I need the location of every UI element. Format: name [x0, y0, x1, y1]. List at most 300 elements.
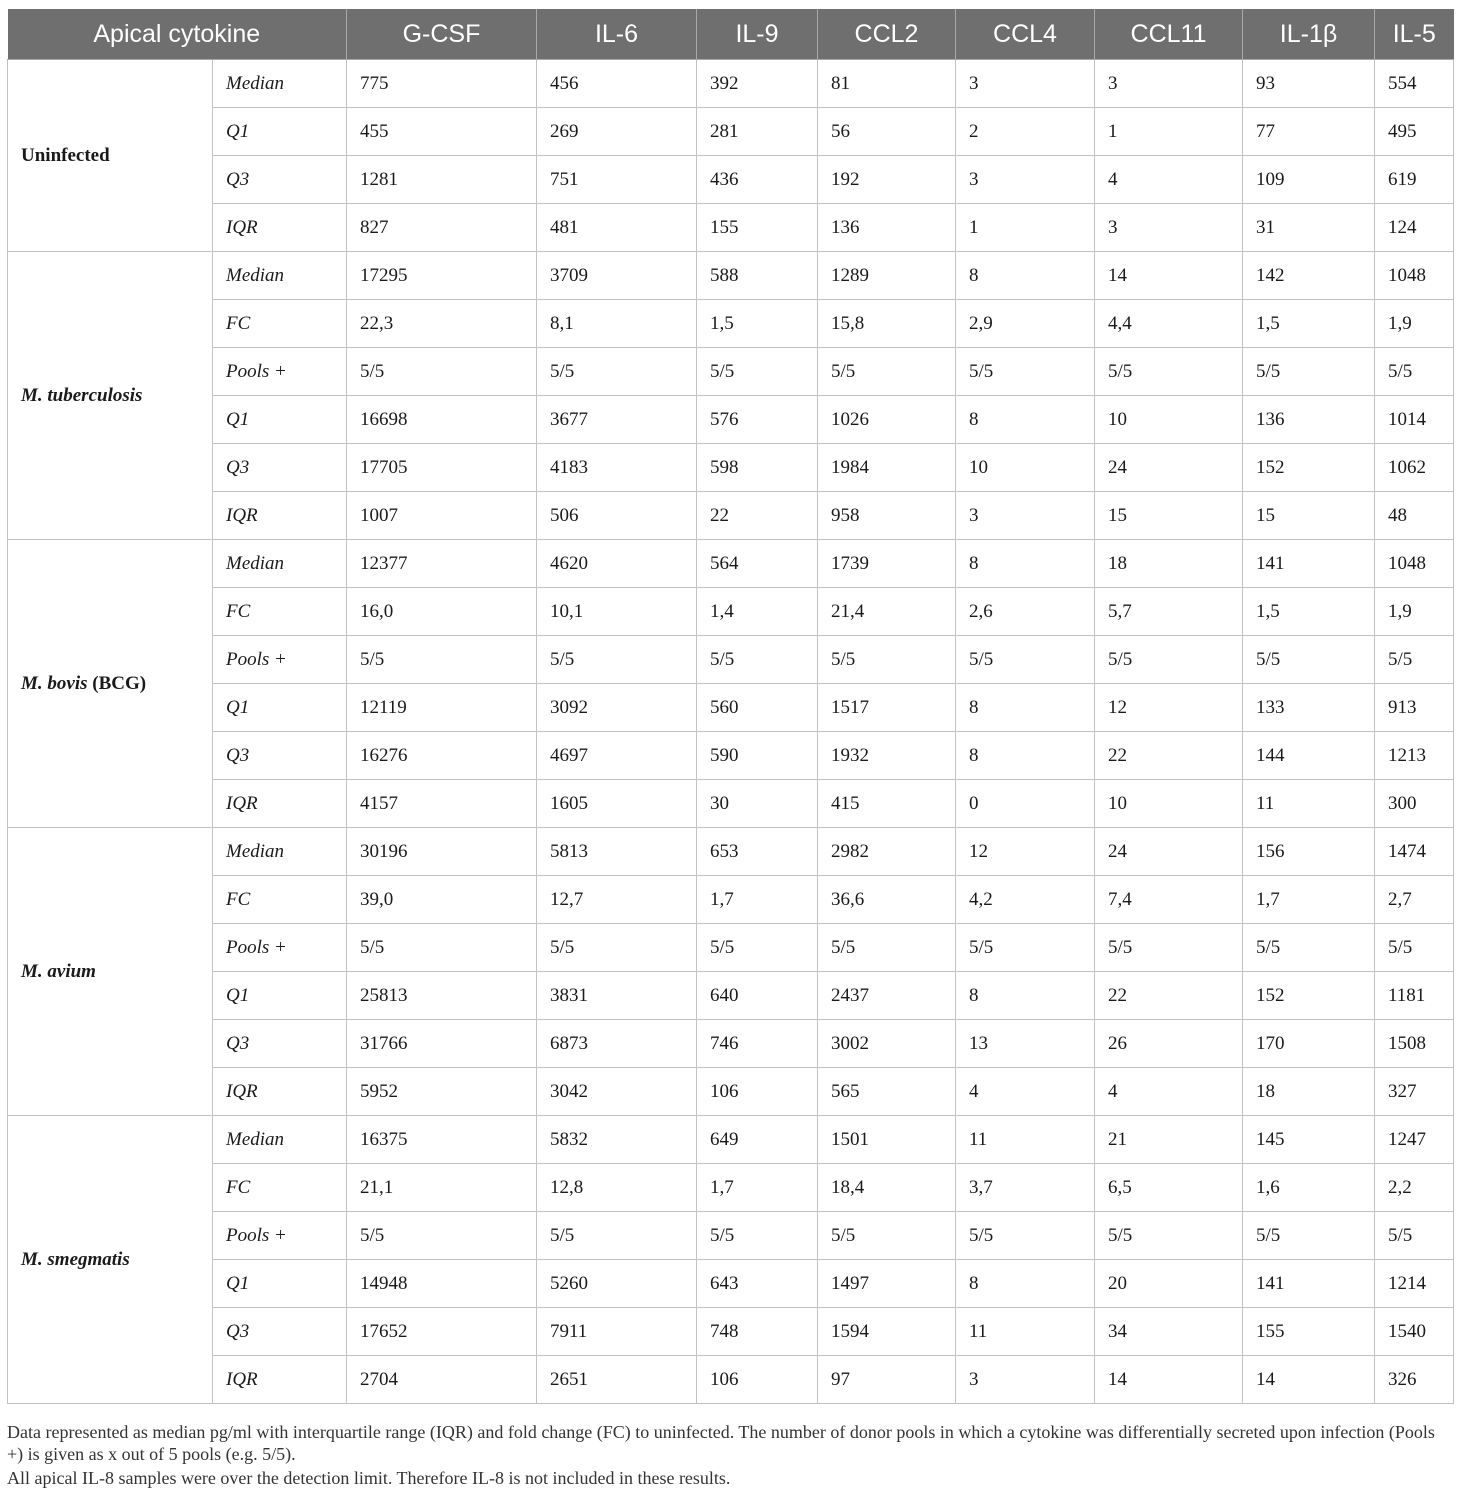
- table-cell: 455: [347, 108, 537, 156]
- table-cell: 5/5: [1243, 636, 1375, 684]
- column-header: CCL11: [1095, 9, 1243, 60]
- table-cell: 588: [697, 252, 818, 300]
- table-cell: 12: [956, 828, 1095, 876]
- table-cell: 1517: [818, 684, 956, 732]
- table-cell: 3677: [537, 396, 697, 444]
- table-cell: 327: [1375, 1068, 1454, 1116]
- table-cell: 8: [956, 732, 1095, 780]
- table-cell: 1289: [818, 252, 956, 300]
- table-cell: 746: [697, 1020, 818, 1068]
- table-cell: 5/5: [818, 1212, 956, 1260]
- table-cell: 141: [1243, 540, 1375, 588]
- table-cell: 1,5: [1243, 588, 1375, 636]
- table-cell: 11: [956, 1308, 1095, 1356]
- table-cell: 1062: [1375, 444, 1454, 492]
- table-cell: 7911: [537, 1308, 697, 1356]
- table-cell: 913: [1375, 684, 1454, 732]
- table-cell: 1984: [818, 444, 956, 492]
- table-cell: 8: [956, 972, 1095, 1020]
- table-row: [8, 156, 1454, 204]
- table-cell: 20: [1095, 1260, 1243, 1308]
- table-cell: 5/5: [1243, 348, 1375, 396]
- table-cell: 958: [818, 492, 956, 540]
- table-cell: 1048: [1375, 540, 1454, 588]
- table-cell: 3831: [537, 972, 697, 1020]
- table-cell: 17652: [347, 1308, 537, 1356]
- table-cell: 643: [697, 1260, 818, 1308]
- table-cell: 106: [697, 1356, 818, 1404]
- table-cell: 3: [1095, 204, 1243, 252]
- column-header: IL-9: [697, 9, 818, 60]
- table-cell: 1007: [347, 492, 537, 540]
- table-cell: 10: [1095, 780, 1243, 828]
- table-cell: 4: [1095, 156, 1243, 204]
- table-cell: 5/5: [956, 1212, 1095, 1260]
- table-cell: 590: [697, 732, 818, 780]
- table-cell: 1,7: [697, 876, 818, 924]
- table-cell: 5/5: [347, 348, 537, 396]
- table-cell: 81: [818, 60, 956, 108]
- table-cell: 1501: [818, 1116, 956, 1164]
- table-cell: 156: [1243, 828, 1375, 876]
- table-row: [8, 828, 1454, 876]
- table-cell: 24: [1095, 444, 1243, 492]
- stat-label: Median: [213, 252, 347, 300]
- table-cell: 4,4: [1095, 300, 1243, 348]
- table-cell: 392: [697, 60, 818, 108]
- stat-label: Pools +: [213, 924, 347, 972]
- table-cell: 124: [1375, 204, 1454, 252]
- table-cell: 5/5: [1243, 1212, 1375, 1260]
- table-cell: 1,9: [1375, 300, 1454, 348]
- table-cell: 4157: [347, 780, 537, 828]
- table-cell: 12119: [347, 684, 537, 732]
- table-row: [8, 492, 1454, 540]
- table-row: [8, 1164, 1454, 1212]
- table-cell: 2651: [537, 1356, 697, 1404]
- table-cell: 1,4: [697, 588, 818, 636]
- table-row: [8, 1212, 1454, 1260]
- table-row: [8, 60, 1454, 108]
- group-label-species: M. tuberculosis: [21, 384, 143, 406]
- table-cell: 5832: [537, 1116, 697, 1164]
- table-cell: 1932: [818, 732, 956, 780]
- table-cell: 506: [537, 492, 697, 540]
- table-cell: 8: [956, 396, 1095, 444]
- table-cell: 25813: [347, 972, 537, 1020]
- table-cell: 8: [956, 684, 1095, 732]
- table-cell: 576: [697, 396, 818, 444]
- table-cell: 170: [1243, 1020, 1375, 1068]
- table-cell: 22: [697, 492, 818, 540]
- table-cell: 22: [1095, 972, 1243, 1020]
- table-cell: 106: [697, 1068, 818, 1116]
- table-cell: 3: [956, 492, 1095, 540]
- table-cell: 18: [1243, 1068, 1375, 1116]
- stat-label: Pools +: [213, 348, 347, 396]
- table-row: [8, 204, 1454, 252]
- table-cell: 16,0: [347, 588, 537, 636]
- table-cell: 145: [1243, 1116, 1375, 1164]
- table-cell: 1281: [347, 156, 537, 204]
- table-cell: 152: [1243, 444, 1375, 492]
- stat-label: FC: [213, 876, 347, 924]
- table-cell: 39,0: [347, 876, 537, 924]
- table-row: [8, 780, 1454, 828]
- table-cell: 1,9: [1375, 588, 1454, 636]
- table-cell: 456: [537, 60, 697, 108]
- table-cell: 5/5: [347, 924, 537, 972]
- stat-label: Q3: [213, 732, 347, 780]
- table-cell: 1213: [1375, 732, 1454, 780]
- table-cell: 1605: [537, 780, 697, 828]
- table-cell: 281: [697, 108, 818, 156]
- group-label: Uninfected: [8, 60, 213, 252]
- table-cell: 2: [956, 108, 1095, 156]
- table-cell: 1,7: [1243, 876, 1375, 924]
- table-cell: 1594: [818, 1308, 956, 1356]
- table-cell: 142: [1243, 252, 1375, 300]
- table-cell: 5952: [347, 1068, 537, 1116]
- stat-label: Q3: [213, 444, 347, 492]
- table-cell: 1: [1095, 108, 1243, 156]
- table-cell: 136: [1243, 396, 1375, 444]
- table-cell: 560: [697, 684, 818, 732]
- table-cell: 5/5: [697, 348, 818, 396]
- table-cell: 827: [347, 204, 537, 252]
- table-cell: 269: [537, 108, 697, 156]
- table-cell: 5/5: [697, 636, 818, 684]
- table-row: [8, 444, 1454, 492]
- table-cell: 775: [347, 60, 537, 108]
- table-cell: 5/5: [537, 1212, 697, 1260]
- table-cell: 3,7: [956, 1164, 1095, 1212]
- table-cell: 5/5: [818, 636, 956, 684]
- table-cell: 5/5: [537, 636, 697, 684]
- table-cell: 1508: [1375, 1020, 1454, 1068]
- table-cell: 5/5: [347, 1212, 537, 1260]
- table-cell: 5/5: [956, 924, 1095, 972]
- table-cell: 8: [956, 1260, 1095, 1308]
- table-cell: 152: [1243, 972, 1375, 1020]
- table-cell: 1,6: [1243, 1164, 1375, 1212]
- stat-label: Median: [213, 1116, 347, 1164]
- table-cell: 598: [697, 444, 818, 492]
- stat-label: Q3: [213, 1020, 347, 1068]
- table-cell: 1,7: [697, 1164, 818, 1212]
- table-cell: 3: [956, 156, 1095, 204]
- table-cell: 326: [1375, 1356, 1454, 1404]
- group-label-species: M. smegmatis: [21, 1248, 130, 1270]
- table-cell: 8: [956, 252, 1095, 300]
- table-cell: 109: [1243, 156, 1375, 204]
- table-cell: 192: [818, 156, 956, 204]
- group-label: [8, 252, 213, 540]
- table-cell: 3002: [818, 1020, 956, 1068]
- stat-label: IQR: [213, 1068, 347, 1116]
- table-row: [8, 588, 1454, 636]
- table-cell: 649: [697, 1116, 818, 1164]
- table-cell: 4: [956, 1068, 1095, 1116]
- table-cell: 3: [956, 60, 1095, 108]
- table-row: [8, 924, 1454, 972]
- table-cell: 16698: [347, 396, 537, 444]
- table-cell: 5/5: [1095, 348, 1243, 396]
- table-cell: 2,9: [956, 300, 1095, 348]
- table-row: [8, 972, 1454, 1020]
- table-cell: 619: [1375, 156, 1454, 204]
- stat-label: Q3: [213, 156, 347, 204]
- table-row: [8, 1020, 1454, 1068]
- table-cell: 21,4: [818, 588, 956, 636]
- table-cell: 1,5: [1243, 300, 1375, 348]
- table-cell: 5/5: [1095, 1212, 1243, 1260]
- table-cell: 133: [1243, 684, 1375, 732]
- table-cell: 26: [1095, 1020, 1243, 1068]
- table-cell: 18: [1095, 540, 1243, 588]
- table-cell: 30196: [347, 828, 537, 876]
- table-cell: 97: [818, 1356, 956, 1404]
- table-cell: 5/5: [1375, 348, 1454, 396]
- table-cell: 3042: [537, 1068, 697, 1116]
- stat-label: FC: [213, 588, 347, 636]
- table-row: [8, 300, 1454, 348]
- group-label: [8, 1116, 213, 1404]
- table-cell: 10: [1095, 396, 1243, 444]
- stat-label: Q3: [213, 1308, 347, 1356]
- column-header: G-CSF: [347, 9, 537, 60]
- table-row: [8, 396, 1454, 444]
- stat-label: Pools +: [213, 636, 347, 684]
- table-cell: 22,3: [347, 300, 537, 348]
- column-header: IL-6: [537, 9, 697, 60]
- table-cell: 14: [1095, 1356, 1243, 1404]
- table-cell: 2982: [818, 828, 956, 876]
- column-header: CCL4: [956, 9, 1095, 60]
- table-cell: 5/5: [697, 1212, 818, 1260]
- table-cell: 5/5: [1375, 636, 1454, 684]
- table-row: [8, 540, 1454, 588]
- table-row: [8, 252, 1454, 300]
- table-cell: 8: [956, 540, 1095, 588]
- table-cell: 748: [697, 1308, 818, 1356]
- table-cell: 4,2: [956, 876, 1095, 924]
- table-cell: 5/5: [1095, 924, 1243, 972]
- stat-label: Q1: [213, 972, 347, 1020]
- table-cell: 12377: [347, 540, 537, 588]
- table-cell: 1214: [1375, 1260, 1454, 1308]
- stat-label: IQR: [213, 204, 347, 252]
- table-row: [8, 1308, 1454, 1356]
- stat-label: FC: [213, 1164, 347, 1212]
- table-cell: 155: [1243, 1308, 1375, 1356]
- stat-label: IQR: [213, 492, 347, 540]
- cytokine-table: [7, 9, 1454, 1404]
- table-cell: 11: [1243, 780, 1375, 828]
- table-cell: 1026: [818, 396, 956, 444]
- table-cell: 565: [818, 1068, 956, 1116]
- table-cell: 15: [1095, 492, 1243, 540]
- table-row: [8, 636, 1454, 684]
- table-cell: 2,2: [1375, 1164, 1454, 1212]
- table-cell: 5/5: [697, 924, 818, 972]
- table-cell: 5/5: [956, 636, 1095, 684]
- table-row: [8, 1116, 1454, 1164]
- table-cell: 8,1: [537, 300, 697, 348]
- table-cell: 5/5: [1095, 636, 1243, 684]
- table-cell: 554: [1375, 60, 1454, 108]
- stat-label: Median: [213, 60, 347, 108]
- table-cell: 495: [1375, 108, 1454, 156]
- table-cell: 34: [1095, 1308, 1243, 1356]
- table-cell: 15,8: [818, 300, 956, 348]
- table-cell: 5813: [537, 828, 697, 876]
- table-cell: 77: [1243, 108, 1375, 156]
- table-cell: 6873: [537, 1020, 697, 1068]
- stat-label: Median: [213, 540, 347, 588]
- table-cell: 2437: [818, 972, 956, 1020]
- table-row: [8, 684, 1454, 732]
- table-cell: 5/5: [1243, 924, 1375, 972]
- stat-label: FC: [213, 300, 347, 348]
- table-cell: 5/5: [347, 636, 537, 684]
- table-cell: 5,7: [1095, 588, 1243, 636]
- table-cell: 17295: [347, 252, 537, 300]
- table-cell: 2,6: [956, 588, 1095, 636]
- header-row: [8, 9, 1454, 60]
- table-cell: 17705: [347, 444, 537, 492]
- table-cell: 1474: [1375, 828, 1454, 876]
- table-cell: 136: [818, 204, 956, 252]
- table-cell: 3709: [537, 252, 697, 300]
- group-label: M. bovis (BCG): [8, 540, 213, 828]
- table-cell: 10: [956, 444, 1095, 492]
- table-cell: 300: [1375, 780, 1454, 828]
- group-label-species: M. bovis: [21, 672, 88, 694]
- table-cell: 1,5: [697, 300, 818, 348]
- table-cell: 5/5: [818, 924, 956, 972]
- table-cell: 24: [1095, 828, 1243, 876]
- table-cell: 12: [1095, 684, 1243, 732]
- group-label: [8, 828, 213, 1116]
- table-row: [8, 1068, 1454, 1116]
- table-cell: 11: [956, 1116, 1095, 1164]
- table-row: [8, 1260, 1454, 1308]
- stat-label: IQR: [213, 780, 347, 828]
- table-cell: 2,7: [1375, 876, 1454, 924]
- table-row: [8, 732, 1454, 780]
- table-cell: 4: [1095, 1068, 1243, 1116]
- table-row: [8, 1356, 1454, 1404]
- table-cell: 144: [1243, 732, 1375, 780]
- table-cell: 1739: [818, 540, 956, 588]
- column-header: CCL2: [818, 9, 956, 60]
- table-cell: 751: [537, 156, 697, 204]
- table-cell: 5/5: [956, 348, 1095, 396]
- table-cell: 5/5: [1375, 924, 1454, 972]
- table-cell: 18,4: [818, 1164, 956, 1212]
- table-cell: 653: [697, 828, 818, 876]
- table-cell: 12,8: [537, 1164, 697, 1212]
- table-cell: 1: [956, 204, 1095, 252]
- table-cell: 3: [1095, 60, 1243, 108]
- table-cell: 4697: [537, 732, 697, 780]
- table-cell: 1181: [1375, 972, 1454, 1020]
- table-cell: 15: [1243, 492, 1375, 540]
- stat-label: Q1: [213, 396, 347, 444]
- footnote-il8-note: All apical IL-8 samples were over the detection limit. Therefore IL-8 is not included in these results.: [7, 1468, 731, 1488]
- table-cell: 14: [1095, 252, 1243, 300]
- table-cell: 1048: [1375, 252, 1454, 300]
- table-cell: 16375: [347, 1116, 537, 1164]
- table-cell: 1497: [818, 1260, 956, 1308]
- table-row: [8, 348, 1454, 396]
- column-header: IL-1β: [1243, 9, 1375, 60]
- table-cell: 5260: [537, 1260, 697, 1308]
- table-cell: 31766: [347, 1020, 537, 1068]
- table-cell: 5/5: [818, 348, 956, 396]
- table-cell: 5/5: [1375, 1212, 1454, 1260]
- table-cell: 1247: [1375, 1116, 1454, 1164]
- table-cell: 56: [818, 108, 956, 156]
- table-cell: 3092: [537, 684, 697, 732]
- table-cell: 2704: [347, 1356, 537, 1404]
- table-body: [8, 60, 1454, 1404]
- table-cell: 14948: [347, 1260, 537, 1308]
- stat-label: Pools +: [213, 1212, 347, 1260]
- table-cell: 640: [697, 972, 818, 1020]
- table-cell: 21: [1095, 1116, 1243, 1164]
- table-cell: 13: [956, 1020, 1095, 1068]
- table-cell: 21,1: [347, 1164, 537, 1212]
- table-cell: 22: [1095, 732, 1243, 780]
- table-cell: 0: [956, 780, 1095, 828]
- table-cell: 436: [697, 156, 818, 204]
- table-cell: 5/5: [537, 924, 697, 972]
- stat-label: Q1: [213, 108, 347, 156]
- stat-label: IQR: [213, 1356, 347, 1404]
- table-cell: 3: [956, 1356, 1095, 1404]
- table-cell: 10,1: [537, 588, 697, 636]
- table-cell: 4183: [537, 444, 697, 492]
- table-cell: 5/5: [537, 348, 697, 396]
- column-header: Apical cytokine: [8, 9, 347, 60]
- table-row: [8, 876, 1454, 924]
- table-cell: 93: [1243, 60, 1375, 108]
- table-cell: 481: [537, 204, 697, 252]
- table-cell: 141: [1243, 1260, 1375, 1308]
- table-row: [8, 108, 1454, 156]
- table-cell: 48: [1375, 492, 1454, 540]
- table-cell: 155: [697, 204, 818, 252]
- table-cell: 564: [697, 540, 818, 588]
- table-cell: 14: [1243, 1356, 1375, 1404]
- table-cell: 16276: [347, 732, 537, 780]
- table-cell: 30: [697, 780, 818, 828]
- column-header: IL-5: [1375, 9, 1454, 60]
- group-label-species: M. avium: [21, 960, 96, 982]
- table-cell: 12,7: [537, 876, 697, 924]
- footnote-data-description: Data represented as median pg/ml with interquartile range (IQR) and fold change (FC) to uninfected. The number of donor pools in which a cytokine was differentially secreted upon infection (Pools +) is given as x out of 5 pools (e.g. 5/5).: [7, 1422, 1435, 1464]
- stat-label: Q1: [213, 1260, 347, 1308]
- stat-label: Q1: [213, 684, 347, 732]
- table-cell: 1540: [1375, 1308, 1454, 1356]
- table-cell: 7,4: [1095, 876, 1243, 924]
- table-cell: 415: [818, 780, 956, 828]
- table-cell: 4620: [537, 540, 697, 588]
- table-cell: 6,5: [1095, 1164, 1243, 1212]
- stat-label: Median: [213, 828, 347, 876]
